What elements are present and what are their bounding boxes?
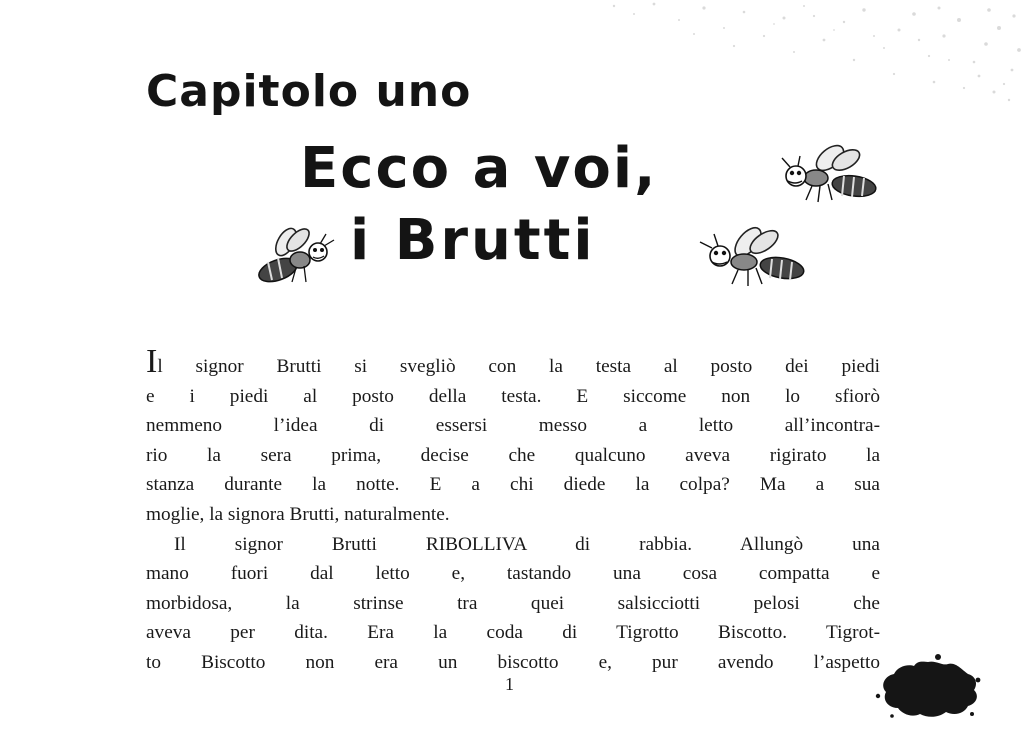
chapter-title-line2: i Brutti <box>350 208 596 273</box>
paragraph-line: Il signor Brutti RIBOLLIVA di rabbia. Allungò una <box>174 533 880 555</box>
chapter-label: Capitolo uno <box>146 66 472 117</box>
bee-icon <box>694 222 810 288</box>
paragraph-line: morbidosa, la strinse tra quei salsicciotti pelosi che <box>146 592 880 614</box>
body-text <box>146 343 880 678</box>
bee-icon <box>768 140 880 206</box>
speckle-texture <box>594 0 1024 110</box>
paragraph-line: to Biscotto non era un biscotto e, pur avendo l’aspetto <box>146 651 880 673</box>
paragraph-line: nemmeno l’idea di essersi messo a letto all’incontra- <box>146 415 880 437</box>
bee-icon <box>254 222 338 288</box>
paragraph-line: rio la sera prima, decise che qualcuno aveva rigirato la <box>146 444 880 466</box>
ink-splat-icon <box>872 652 984 722</box>
paragraph-line: moglie, la signora Brutti, naturalmente. <box>146 503 450 525</box>
chapter-title-line1: Ecco a voi, <box>300 136 658 201</box>
paragraph-line: aveva per dita. Era la coda di Tigrotto Biscotto. Tigrot- <box>146 622 880 644</box>
paragraph-line: e i piedi al posto della testa. E siccome non lo sfiorò <box>146 385 880 407</box>
paragraph-line: Il signor Brutti si svegliò con la testa al posto dei piedi <box>146 343 880 380</box>
drop-cap: I <box>146 343 158 380</box>
paragraph-line: mano fuori dal letto e, tastando una cosa compatta e <box>146 563 880 585</box>
paragraph-line: stanza durante la notte. E a chi diede la colpa? Ma a sua <box>146 474 880 496</box>
page-number: 1 <box>505 674 514 694</box>
